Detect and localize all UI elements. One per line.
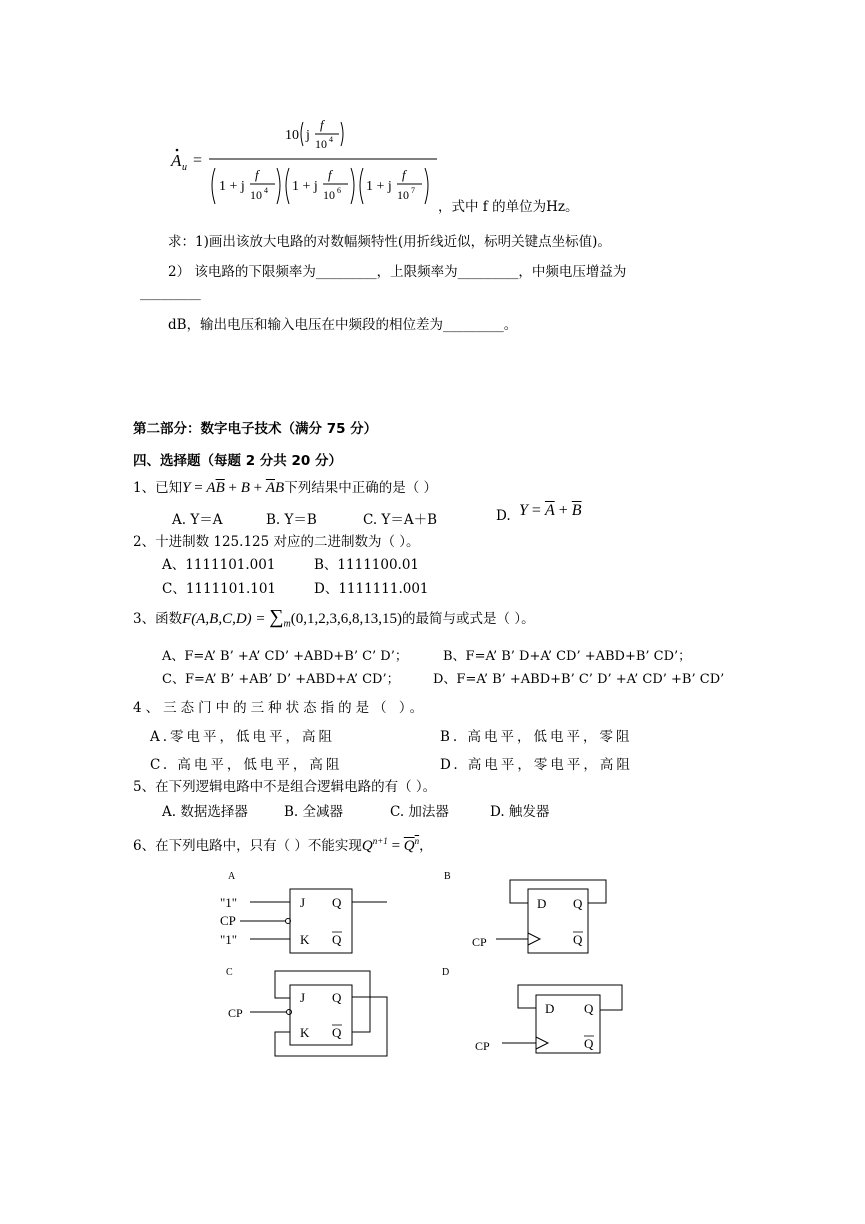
q3-sum-symbol: ∑ [269,606,284,628]
q6-suffix: ， [419,838,433,854]
q1-suffix: 下列结果中正确的是（ ） [284,480,437,496]
equals-sign: = [193,152,203,169]
num-coef: 10 [285,128,299,143]
circuit-d-q: Q [584,1001,594,1016]
circuit-b-label: B [444,871,451,882]
q4-stem: 4、三态门中的三种状态指的是（ ）。 [133,700,428,716]
q1-option-d-formula: $Y = \overline{A} + \overline{B}$ [519,502,582,519]
den2-paren-right [351,168,354,204]
q3-option-b: B、F=A’ B’ D+A’ CD’ +ABD+B’ CD’； [443,649,692,664]
q6-prefix: 6、在下列电路中，只有（ ）不能实现 [133,838,362,854]
circuit-c-clock-bubble [287,1010,292,1015]
question-part1: 求：1)画出该放大电路的对数幅频特性(用折线近似，标明关键点坐标值)。 [168,234,611,250]
num-p4: 10 [315,137,327,151]
q2-option-c: C、1111101.101 [162,581,277,597]
q1-option-d: D. [496,508,511,524]
circuit-c-qbar-to-j [275,971,370,1032]
den3-f: f [402,167,406,182]
q2-option-d: D、1111111.001 [314,581,429,597]
q3-terms: (0,1,2,3,6,8,13,15) [290,611,403,627]
question-blank-line: _________ [140,285,201,301]
q3-sum-sub: m [283,618,291,630]
q5-option-a: A. 数据选择器 [162,804,248,820]
den3-onej: 1 + j [366,179,392,194]
circuit-d-label: D [442,967,450,978]
q1-option-b: B. Y＝B [266,512,317,528]
den1-paren-right [277,168,280,204]
circuit-d-clock-triangle [536,1037,548,1049]
gain-formula-svg [165,112,445,212]
q3-suffix: 的最简与或式是（ ）。 [402,611,535,627]
den2-f: f [328,167,332,182]
q3-stem [133,606,535,630]
circuit-a-qbar: Q [332,932,342,947]
den3-p: 10 [397,188,409,202]
den3-e: 7 [411,186,415,195]
den2-paren-left [286,168,289,204]
circuit-a-label: A [228,871,236,882]
den1-paren-left [212,168,215,204]
circuit-b-clock-triangle [528,933,540,945]
circuit-a-j: J [300,895,306,910]
q3-option-a: A、F=A’ B’ +A’ CD’ +ABD+B’ C’ D’； [162,649,408,664]
q6-stem [133,834,433,855]
circuit-b-q: Q [573,896,583,911]
circuit-d-d: D [545,1001,555,1016]
den1-p: 10 [250,188,262,202]
q1-option-c: C. Y＝A＋B [363,512,438,528]
q3-option-d: D、F=A’ B’ +ABD+B’ C’ D’ +A’ CD’ +B’ CD’ [433,672,725,687]
circuit-d-qbar: Q [584,1036,594,1051]
q3-formula: F(A,B,C,D) = [182,611,270,627]
den2-e: 6 [337,186,341,195]
q2-option-b: B、1111100.01 [314,557,420,573]
den3-paren-right [425,168,428,204]
num-j: j [306,128,310,143]
q2-option-a: A、1111101.001 [162,557,276,573]
q1-prefix: 1、已知 [133,480,183,496]
den2-p: 10 [323,188,335,202]
flipflop-circuits [200,865,660,1065]
circuit-c-j: J [300,990,306,1005]
q5-option-b: B. 全减器 [284,804,344,820]
q3-option-c: C、F=A’ B’ +AB’ D’ +ABD+A’ CD’； [162,672,400,687]
q4-option-a: A.零电平，低电平，高阻 [150,729,336,745]
circuit-b-qbar: Q [573,932,583,947]
circuit-a-cp: CP [220,913,236,928]
circuit-a-q: Q [332,895,342,910]
section2-title: 第二部分：数字电子技术（满分 75 分） [133,421,378,437]
q1-stem [133,476,437,497]
q1-option-a: A. Y＝A [172,512,223,528]
circuit-b-d: D [537,896,547,911]
q1-formula: $Y = A\overline{B} + B + \overline{A}B$ [182,480,285,496]
q2-stem: 2、十进制数 125.125 对应的二进制数为（ ）。 [133,534,420,550]
gain-lhs: A [171,151,182,170]
gain-dot [176,149,179,152]
question-part2: 2） 该电路的下限频率为_________，上限频率为_________，中频电压增益为 [168,264,627,280]
circuit-c-cp: CP [228,1006,243,1020]
circuit-c-label: C [226,967,233,978]
den3-paren-left [360,168,363,204]
q5-stem: 5、在下列逻辑电路中不是组合逻辑电路的有（ ）。 [133,779,437,795]
num-e4: 4 [329,135,333,144]
num-paren-right [341,122,343,146]
num-f: f [320,117,324,132]
q6-formula: $Q^{n+1} = \overline{Q}^{\overline{n}}$ [361,836,420,854]
circuit-d-feedback [518,985,622,1010]
question-part3: dB，输出电压和输入电压在中频段的相位差为_________。 [168,317,518,333]
circuit-c-q: Q [332,990,342,1005]
q4-option-c: C. 高电平，低电平，高阻 [150,757,343,773]
den1-onej: 1 + j [219,179,245,194]
gain-formula-suffix: ，式中 f 的单位为Hz。 [438,199,579,215]
circuit-a-in2: "1" [220,932,238,947]
den1-f: f [255,167,259,182]
circuit-a-in1: "1" [220,895,238,910]
q5-option-c: C. 加法器 [390,804,449,820]
circuit-d-cp: CP [475,1039,490,1053]
q3-prefix: 3、函数 [133,611,183,627]
num-paren-left [301,122,303,146]
q4-option-b: B. 高电平，低电平，零阻 [440,729,633,745]
circuit-b-feedback [510,880,606,903]
q5-option-d: D. 触发器 [490,804,550,820]
gain-lhs-sub: u [182,162,187,173]
q4-option-d: D. 高电平，零电平，高阻 [440,757,633,773]
circuit-a-k: K [300,932,310,947]
den1-e: 4 [264,186,268,195]
circuit-c-k: K [300,1025,310,1040]
den2-onej: 1 + j [292,179,318,194]
section4-title: 四、选择题（每题 2 分共 20 分） [133,453,342,469]
circuit-c-qbar: Q [332,1025,342,1040]
circuit-b-cp: CP [472,935,487,949]
